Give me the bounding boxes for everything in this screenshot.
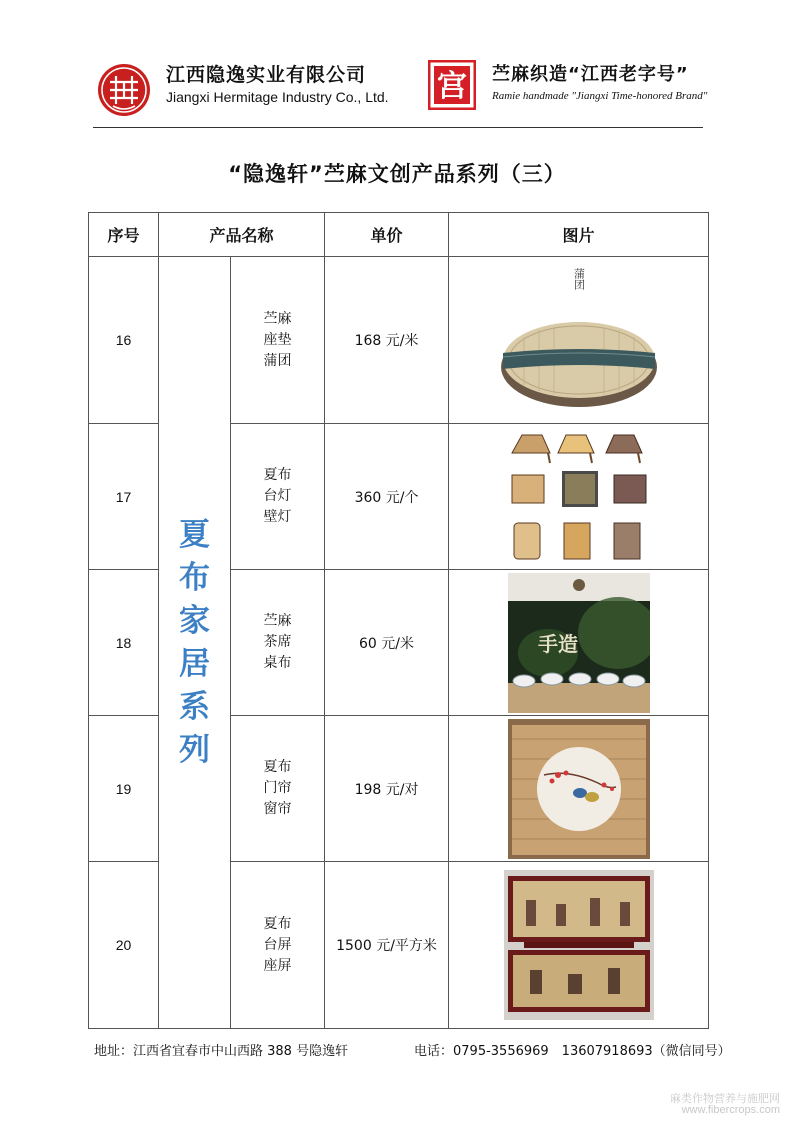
product-name: 夏布 台灯 壁灯 — [231, 424, 325, 570]
table-header-row — [89, 213, 709, 257]
header-price: 单价 — [325, 213, 449, 257]
product-price: 168 元/米 — [325, 257, 449, 424]
company-name-en: Jiangxi Hermitage Industry Co., Ltd. — [166, 89, 389, 105]
product-name: 夏布 门帘 窗帘 — [231, 716, 325, 862]
header-divider — [93, 127, 703, 128]
watermark-url: www.fibercrops.com — [681, 1104, 780, 1116]
product-name: 苎麻 茶席 桌布 — [231, 570, 325, 716]
watermark-cn: 麻类作物营养与施肥网 — [670, 1092, 780, 1105]
company-logo-icon — [96, 62, 152, 118]
product-image-cell — [449, 424, 709, 570]
series-label: 夏 布 家 居 系 列 — [179, 516, 210, 768]
product-image-cell — [449, 257, 709, 424]
tea-mat-image — [508, 573, 650, 713]
brand-seal-icon — [428, 60, 476, 110]
row-number: 19 — [89, 716, 159, 862]
header-no: 序号 — [89, 213, 159, 257]
brand-title-cn: 苎麻织造“江西老字号” — [492, 64, 689, 85]
footer-address: 地址：江西省宜春市中山西路 388 号隐逸轩 — [94, 1044, 349, 1059]
page-title: “隐逸轩”苎麻文创产品系列（三） — [228, 162, 566, 186]
tea-mat-brush-text: 手造 — [537, 631, 578, 656]
product-name: 苎麻 座垫 蒲团 — [231, 257, 325, 424]
product-image-cell — [449, 716, 709, 862]
product-image-cell — [449, 862, 709, 1029]
row-number: 17 — [89, 424, 159, 570]
curtain-image — [508, 719, 650, 859]
row-number: 18 — [89, 570, 159, 716]
cushion-image — [494, 265, 664, 415]
product-price: 60 元/米 — [325, 570, 449, 716]
product-name: 夏布 台屏 座屏 — [231, 862, 325, 1029]
product-price: 198 元/对 — [325, 716, 449, 862]
row-number: 20 — [89, 862, 159, 1029]
table-row — [89, 257, 709, 424]
company-name-cn: 江西隐逸实业有限公司 — [166, 64, 367, 86]
brand-seal-char: 宫 — [437, 69, 467, 104]
product-price: 360 元/个 — [325, 424, 449, 570]
series-cell — [159, 257, 231, 1029]
product-table — [88, 212, 709, 1029]
footer-contact: 电话：0795-3556969 13607918693（微信同号） — [414, 1044, 731, 1059]
brand-title-en: Ramie handmade "Jiangxi Time-honored Brand" — [492, 90, 708, 102]
cushion-label: 蒲团 — [572, 268, 586, 290]
screen-image — [504, 870, 654, 1020]
lamps-image — [504, 431, 654, 563]
header-name: 产品名称 — [159, 213, 325, 257]
product-price: 1500 元/平方米 — [325, 862, 449, 1029]
row-number: 16 — [89, 257, 159, 424]
product-image-cell — [449, 570, 709, 716]
header-picture: 图片 — [449, 213, 709, 257]
